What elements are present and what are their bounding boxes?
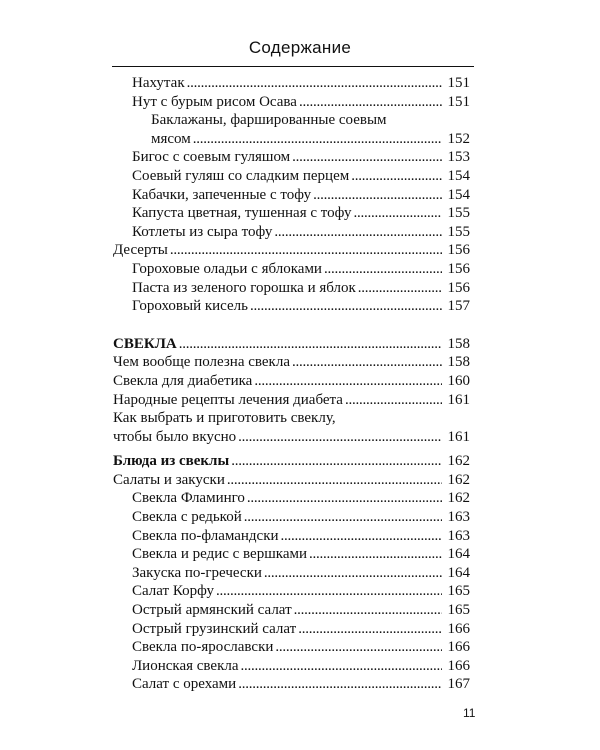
- toc-entry[interactable]: Свекла по-ярославски . . . 166: [113, 638, 470, 657]
- toc-entry[interactable]: Свекла для диабетика . . . 160: [113, 372, 470, 391]
- toc-entry[interactable]: Салат с орехами . . . 167: [113, 675, 470, 694]
- toc-entry[interactable]: Паста из зеленого горошка и яблок . . . 156: [113, 279, 470, 298]
- toc-entry-line1: Баклажаны, фаршированные соевым: [151, 112, 387, 129]
- toc-entry[interactable]: Гороховые оладьи с яблоками . . . 156: [113, 260, 470, 279]
- toc-entry[interactable]: Чем вообще полезна свекла . . . 158: [113, 353, 470, 372]
- toc-entry[interactable]: Острый армянский салат . . . 165: [113, 601, 470, 620]
- running-header: Содержание: [248, 38, 352, 57]
- toc-entry[interactable]: Капуста цветная, тушенная с тофу . . . 155: [113, 204, 470, 223]
- toc-entry[interactable]: Салат Корфу . . . 165: [113, 582, 470, 601]
- toc-entry[interactable]: Закуска по-гречески . . . 164: [113, 564, 470, 583]
- toc-entry-salads[interactable]: Салаты и закуски . . . 162: [113, 471, 470, 490]
- toc-entry-multiline[interactable]: Баклажаны, фаршированные соевым мясом . . . 152: [113, 111, 470, 148]
- toc-entry[interactable]: Острый грузинский салат . . . 166: [113, 620, 470, 639]
- toc-section-beet[interactable]: СВЕКЛА . . . 158: [113, 335, 470, 354]
- toc-entry[interactable]: Кабачки, запеченные с тофу . . . 154: [113, 186, 470, 205]
- toc-section-dishes[interactable]: Блюда из свеклы . . . 162: [113, 452, 470, 471]
- header-rule: [112, 66, 474, 67]
- toc-entry-desserts[interactable]: Десерты . . . 156: [113, 241, 470, 260]
- toc-entry[interactable]: Котлеты из сыра тофу . . . 155: [113, 223, 470, 242]
- toc-entry[interactable]: Бигос с соевым гуляшом . . . 153: [113, 148, 470, 167]
- toc-entry[interactable]: Лионская свекла . . . 166: [113, 657, 470, 676]
- toc-entry[interactable]: Свекла Фламинго . . . 162: [113, 489, 470, 508]
- toc-entry[interactable]: Свекла с редькой . . . 163: [113, 508, 470, 527]
- toc-entry[interactable]: Свекла по-фламандски . . . 163: [113, 527, 470, 546]
- page-number: 11: [463, 706, 476, 720]
- toc-entry[interactable]: Гороховый кисель . . . 157: [113, 297, 470, 316]
- table-of-contents: [113, 74, 470, 694]
- toc-entry[interactable]: Народные рецепты лечения диабета . . . 161: [113, 391, 470, 410]
- toc-entry-multiline[interactable]: Как выбрать и приготовить свеклу, чтобы было вкусно . . . 161: [113, 409, 470, 446]
- toc-entry-line1: Как выбрать и приготовить свеклу,: [113, 410, 336, 427]
- toc-entry[interactable]: Свекла и редис с вершками . . . 164: [113, 545, 470, 564]
- toc-entry[interactable]: Соевый гуляш со сладким перцем . . . 154: [113, 167, 470, 186]
- toc-entry[interactable]: Нахутак . . . 151: [113, 74, 470, 93]
- toc-entry[interactable]: Нут с бурым рисом Осава . . . 151: [113, 93, 470, 112]
